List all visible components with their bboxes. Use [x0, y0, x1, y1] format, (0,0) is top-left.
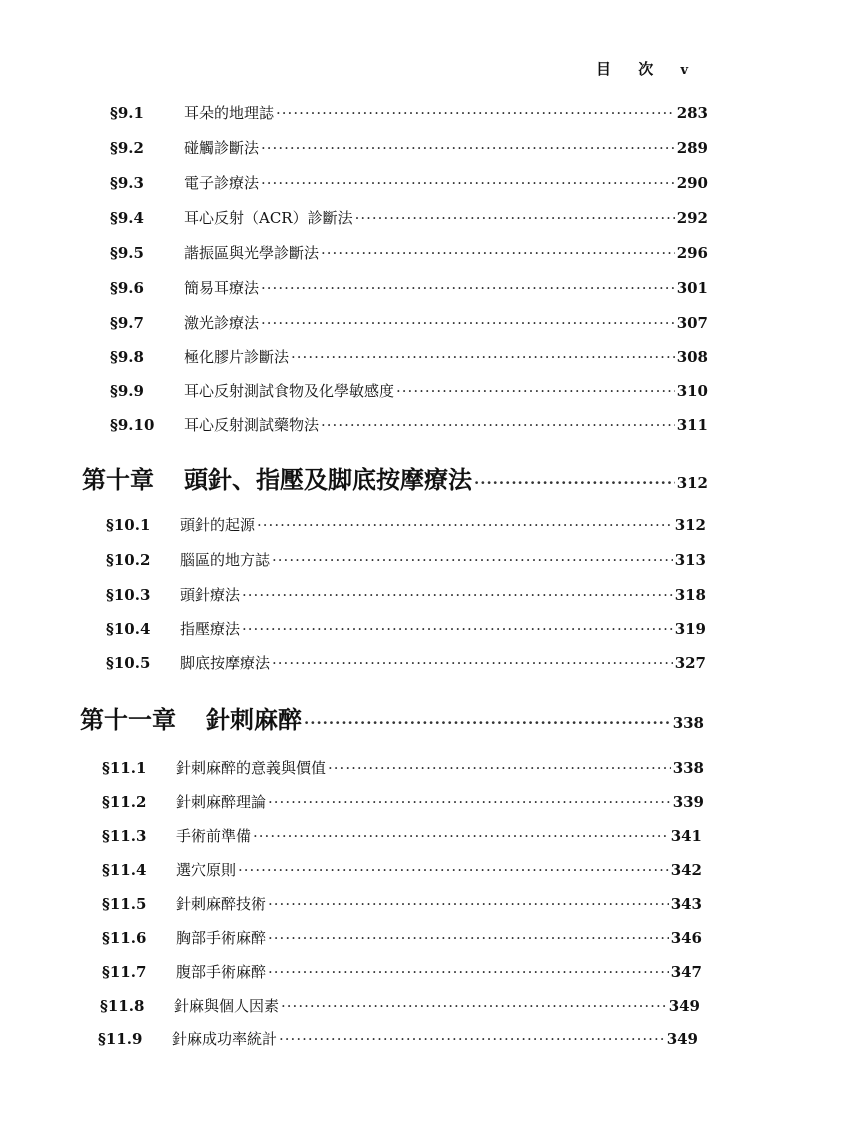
page-number: 308	[676, 348, 708, 366]
toc-entry-10-4[interactable]	[106, 618, 706, 648]
page-number: 289	[676, 139, 708, 157]
section-number: §9.6	[110, 279, 144, 297]
toc-entry-10-3[interactable]	[106, 584, 706, 614]
section-number: §9.8	[110, 348, 144, 366]
toc-entry-10-1[interactable]	[106, 514, 706, 544]
dot-leader	[328, 759, 671, 777]
header-page-roman: v	[680, 63, 689, 78]
page-number: 339	[672, 793, 704, 811]
section-number: §11.6	[102, 929, 147, 947]
dot-leader	[321, 244, 675, 262]
section-number: §9.9	[110, 382, 144, 400]
page-number: 319	[674, 620, 706, 638]
section-number: §9.7	[110, 314, 144, 332]
dot-leader	[279, 1030, 665, 1048]
section-title: 針麻成功率統計	[172, 1030, 278, 1048]
section-number: §9.3	[110, 174, 144, 192]
page-number: 307	[676, 314, 708, 332]
dot-leader	[268, 793, 671, 811]
toc-entry-11-4[interactable]	[102, 859, 702, 889]
toc-entry-11-1[interactable]	[102, 757, 704, 787]
toc-entry-9-6[interactable]	[110, 277, 708, 307]
toc-entry-9-2[interactable]	[110, 137, 708, 167]
section-number: §10.3	[106, 586, 151, 604]
section-number: §10.4	[106, 620, 151, 638]
page-number: 318	[674, 586, 706, 604]
chapter-title: 頭針、指壓及脚底按摩療法	[184, 465, 472, 494]
section-title: 針刺麻醉理論	[176, 793, 267, 811]
dot-leader	[261, 139, 675, 157]
chapter-label: 第十一章	[80, 705, 176, 734]
toc-entry-9-8[interactable]	[110, 346, 708, 376]
dot-leader	[238, 861, 669, 879]
dot-leader	[304, 714, 671, 732]
section-title: 針麻與個人因素	[174, 997, 280, 1015]
page-number: 347	[670, 963, 702, 981]
toc-entry-9-1[interactable]	[110, 102, 708, 132]
toc-entry-11-3[interactable]	[102, 825, 702, 855]
page-number: 338	[672, 759, 704, 777]
header-label-ci: 次	[638, 60, 654, 78]
toc-entry-11-9[interactable]	[98, 1028, 698, 1058]
dot-leader	[355, 209, 675, 227]
section-number: §11.3	[102, 827, 147, 845]
section-title: 針刺麻醉技術	[176, 895, 267, 913]
dot-leader	[242, 586, 673, 604]
section-title: 頭針療法	[180, 586, 241, 604]
section-title: 耳心反射測試食物及化學敏感度	[184, 382, 395, 400]
section-number: §11.8	[100, 997, 145, 1015]
chapter-label: 第十章	[82, 465, 154, 494]
section-number: §11.2	[102, 793, 147, 811]
section-number: §9.2	[110, 139, 144, 157]
dot-leader	[272, 654, 673, 672]
page-number: 343	[670, 895, 702, 913]
chapter-title: 針刺麻醉	[206, 705, 302, 734]
toc-entry-11-6[interactable]	[102, 927, 702, 957]
dot-leader	[268, 895, 669, 913]
section-number: §9.5	[110, 244, 144, 262]
page-number: 290	[676, 174, 708, 192]
page-number: 292	[676, 209, 708, 227]
section-title: 腹部手術麻醉	[176, 963, 267, 981]
toc-entry-9-5[interactable]	[110, 242, 708, 272]
section-title: 簡易耳療法	[184, 279, 260, 297]
page-number: 301	[676, 279, 708, 297]
toc-entry-9-7[interactable]	[110, 312, 708, 342]
section-number: §10.2	[106, 551, 151, 569]
section-title: 指壓療法	[180, 620, 241, 638]
dot-leader	[261, 314, 675, 332]
page-number: 346	[670, 929, 702, 947]
dot-leader	[261, 279, 675, 297]
section-number: §9.1	[110, 104, 144, 122]
section-title: 極化膠片診斷法	[184, 348, 290, 366]
section-title: 耳朵的地理誌	[184, 104, 275, 122]
page-number: 283	[676, 104, 708, 122]
section-number: §11.7	[102, 963, 147, 981]
page-number: 341	[670, 827, 702, 845]
section-title: 激光診療法	[184, 314, 260, 332]
section-title: 胸部手術麻醉	[176, 929, 267, 947]
dot-leader	[474, 474, 675, 492]
section-title: 電子診療法	[184, 174, 260, 192]
section-title: 脚底按摩療法	[180, 654, 271, 672]
toc-chapter-10[interactable]	[82, 460, 708, 500]
dot-leader	[268, 929, 669, 947]
dot-leader	[396, 382, 675, 400]
section-number: §11.4	[102, 861, 147, 879]
toc-entry-9-9[interactable]	[110, 380, 708, 410]
section-number: §9.10	[110, 416, 155, 434]
page-number: 342	[670, 861, 702, 879]
toc-entry-11-7[interactable]	[102, 961, 702, 991]
page-number: 349	[668, 997, 700, 1015]
toc-entry-10-5[interactable]	[106, 652, 706, 682]
section-title: 碰觸診斷法	[184, 139, 260, 157]
toc-entry-11-5[interactable]	[102, 893, 702, 923]
page-number: 349	[666, 1030, 698, 1048]
page-number: 310	[676, 382, 708, 400]
section-title: 耳心反射測試藥物法	[184, 416, 320, 434]
page-number: 312	[674, 516, 706, 534]
dot-leader	[281, 997, 667, 1015]
dot-leader	[272, 551, 673, 569]
toc-entry-10-2[interactable]	[106, 549, 706, 579]
section-number: §10.5	[106, 654, 151, 672]
page-number: 313	[674, 551, 706, 569]
section-title: 頭針的起源	[180, 516, 256, 534]
page-number: 338	[672, 714, 704, 732]
page-number: 312	[676, 474, 708, 492]
header-label-mu: 目	[596, 60, 612, 78]
toc-entry-9-10[interactable]	[110, 414, 708, 444]
section-title: 耳心反射（ACR）診斷法	[184, 209, 353, 227]
dot-leader	[276, 104, 675, 122]
dot-leader	[261, 174, 675, 192]
toc-entry-9-3[interactable]	[110, 172, 708, 202]
toc-entry-9-4[interactable]	[110, 207, 708, 237]
section-title: 諧振區與光學診斷法	[184, 244, 320, 262]
page-number: 296	[676, 244, 708, 262]
dot-leader	[321, 416, 675, 434]
section-title: 針刺麻醉的意義與價值	[176, 759, 327, 777]
page-number: 311	[676, 416, 708, 434]
dot-leader	[257, 516, 673, 534]
dot-leader	[268, 963, 669, 981]
section-title: 手術前準備	[176, 827, 252, 845]
page-number: 327	[674, 654, 706, 672]
section-number: §10.1	[106, 516, 151, 534]
dot-leader	[291, 348, 675, 366]
dot-leader	[253, 827, 669, 845]
section-number: §11.9	[98, 1030, 143, 1048]
dot-leader	[242, 620, 673, 638]
section-number: §9.4	[110, 209, 144, 227]
toc-entry-11-2[interactable]	[102, 791, 704, 821]
section-title: 選穴原則	[176, 861, 237, 879]
section-title: 腦區的地方誌	[180, 551, 271, 569]
section-number: §11.5	[102, 895, 147, 913]
toc-entry-11-8[interactable]	[100, 995, 700, 1025]
toc-chapter-11[interactable]	[80, 700, 704, 740]
section-number: §11.1	[102, 759, 147, 777]
